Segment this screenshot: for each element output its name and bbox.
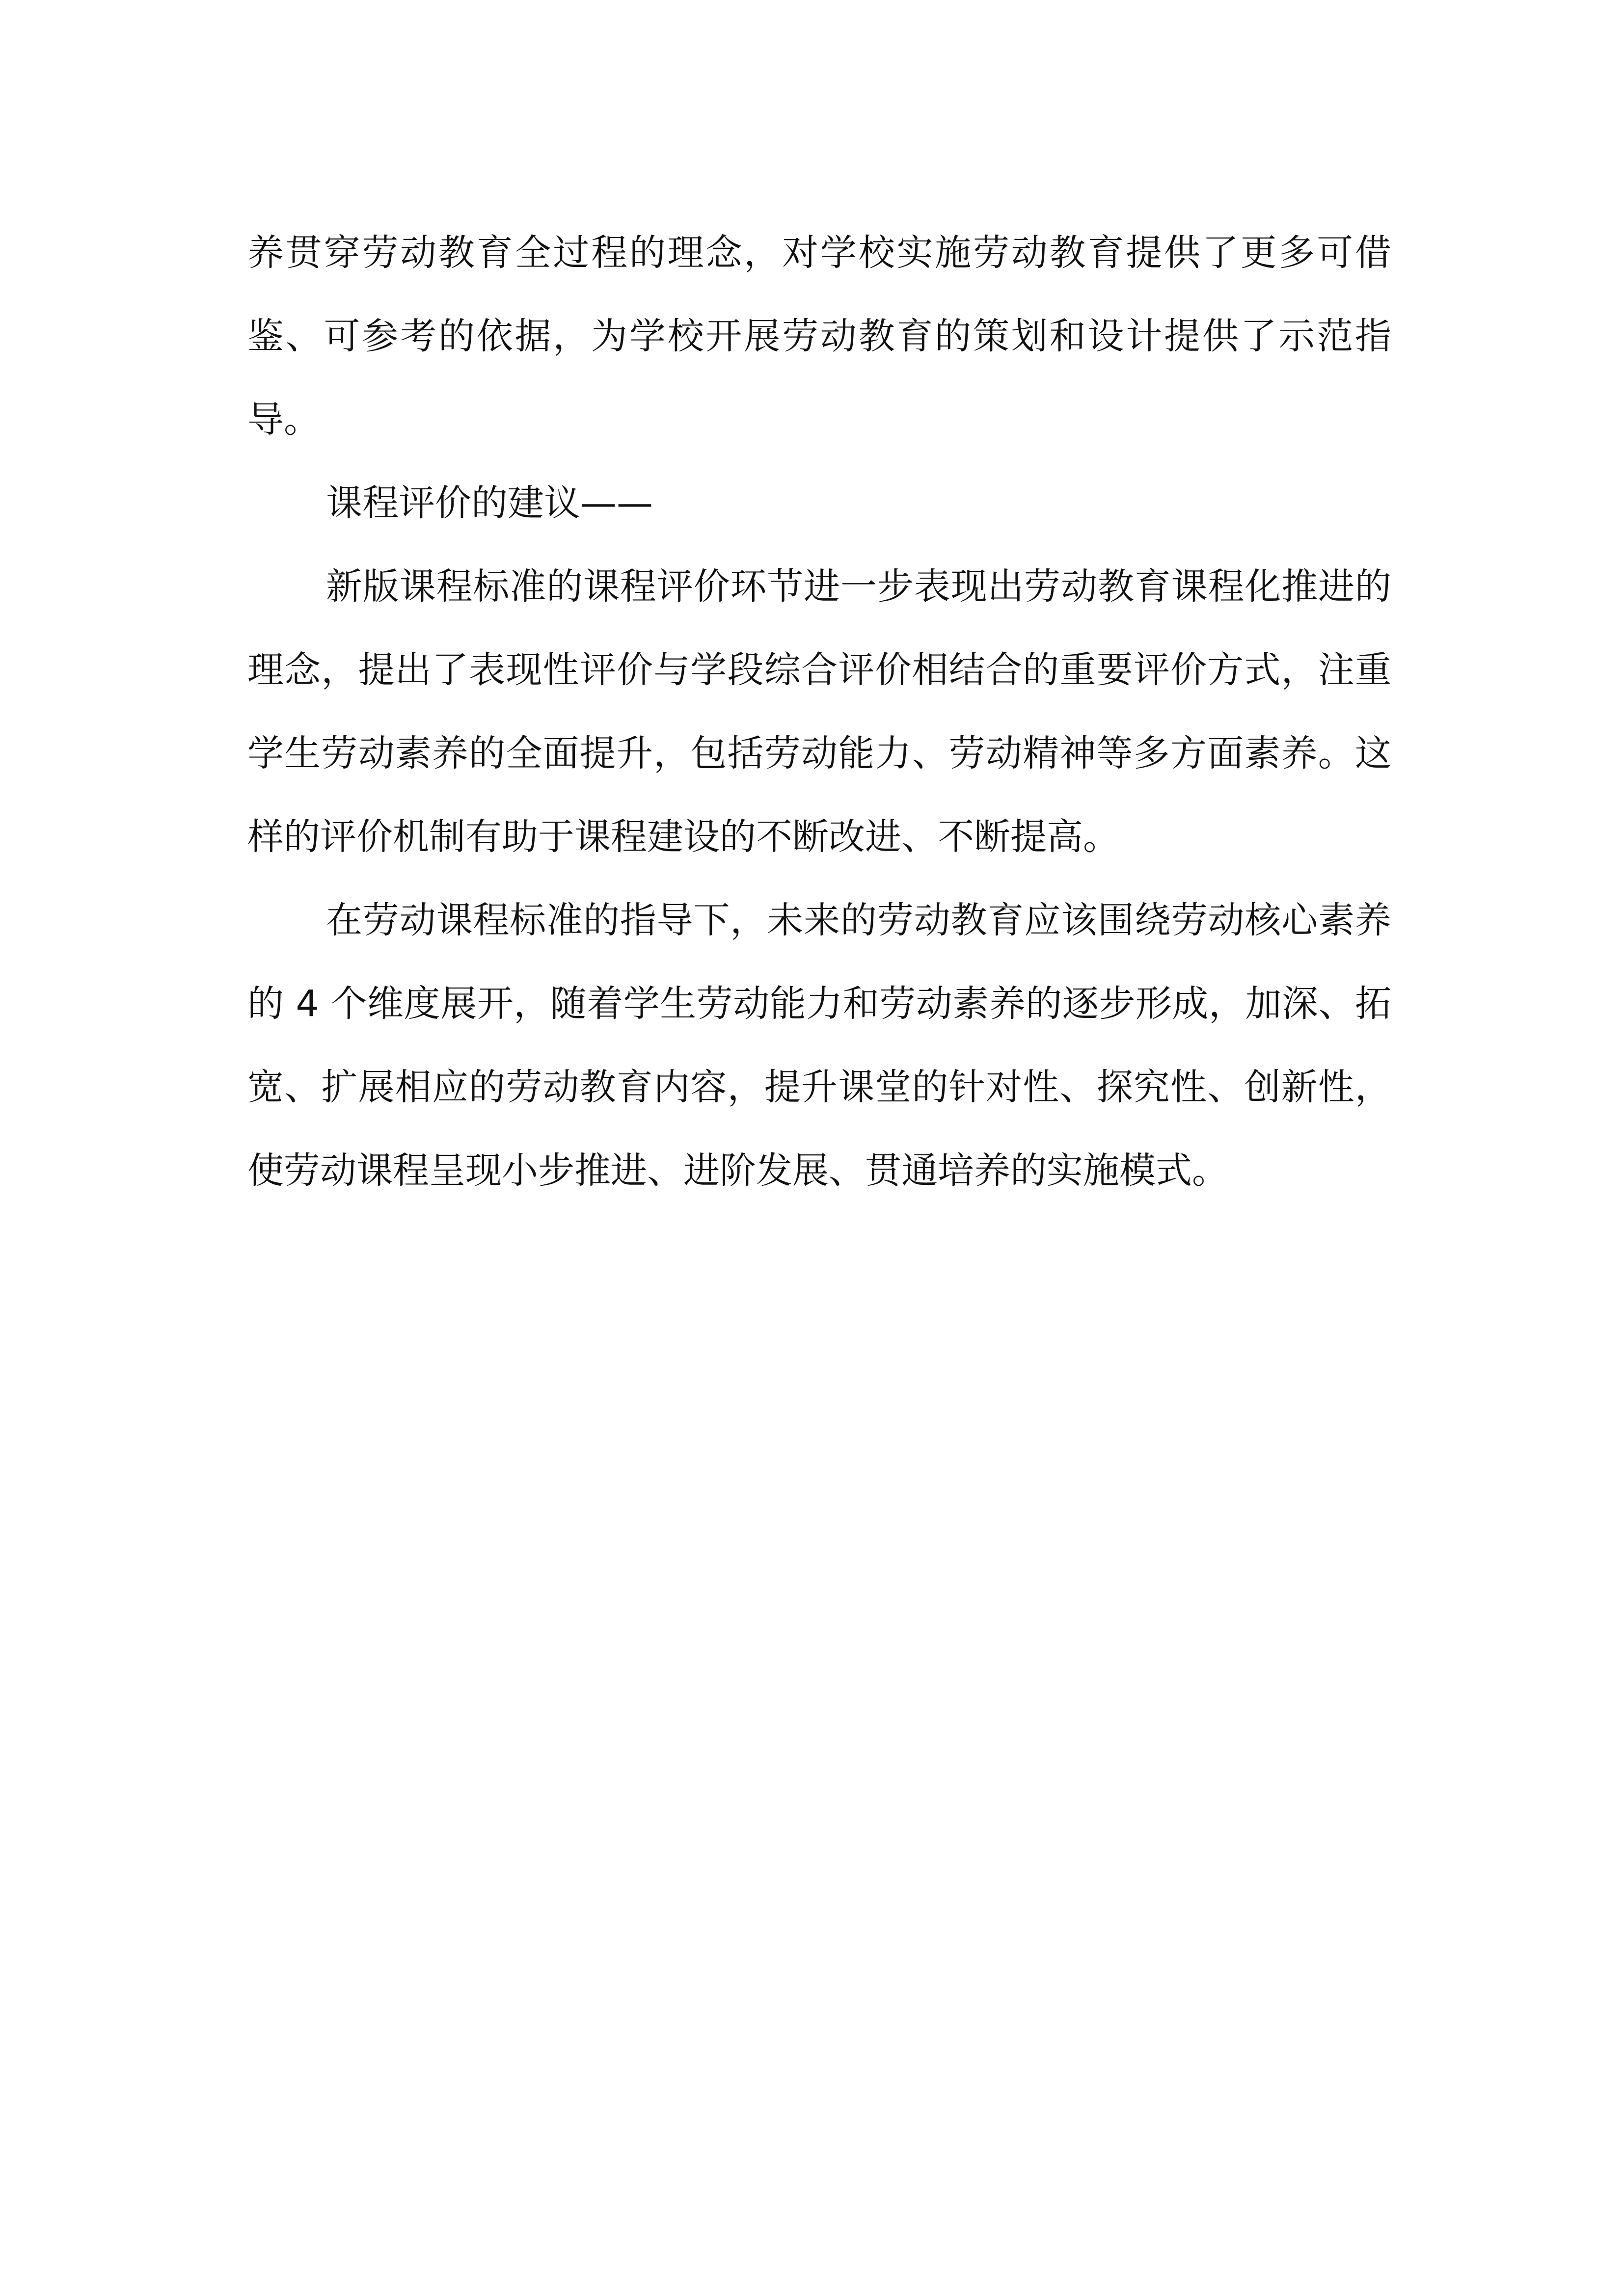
paragraph-evaluation: 新版课程标准的课程评价环节进一步表现出劳动教育课程化推进的理念，提出了表现性评价与学段综合评价相结合的重要评价方式，注重学生劳动素养的全面提升，包括劳动能力、劳动精神等多方面素养。这样的评价机制有助于课程建设的不断改进、不断提高。 xyxy=(247,565,1391,858)
section-heading-course-evaluation: 课程评价的建议—— xyxy=(326,482,653,524)
paragraph-continuation: 养贯穿劳动教育全过程的理念，对学校实施劳动教育提供了更多可借鉴、可参考的依据，为学校开展劳动教育的策划和设计提供了示范指导。 xyxy=(247,232,1391,441)
paragraph-future-education: 在劳动课程标准的指导下，未来的劳动教育应该围绕劳动核心素养的 4 个维度展开，随着学生劳动能力和劳动素养的逐步形成，加深、拓宽、扩展相应的劳动教育内容，提升课堂的针对性、探究性、创新性，使劳动课程呈现小步推进、进阶发展、贯通培养的实施模式。 xyxy=(247,899,1391,1192)
document-body xyxy=(247,211,1391,1212)
